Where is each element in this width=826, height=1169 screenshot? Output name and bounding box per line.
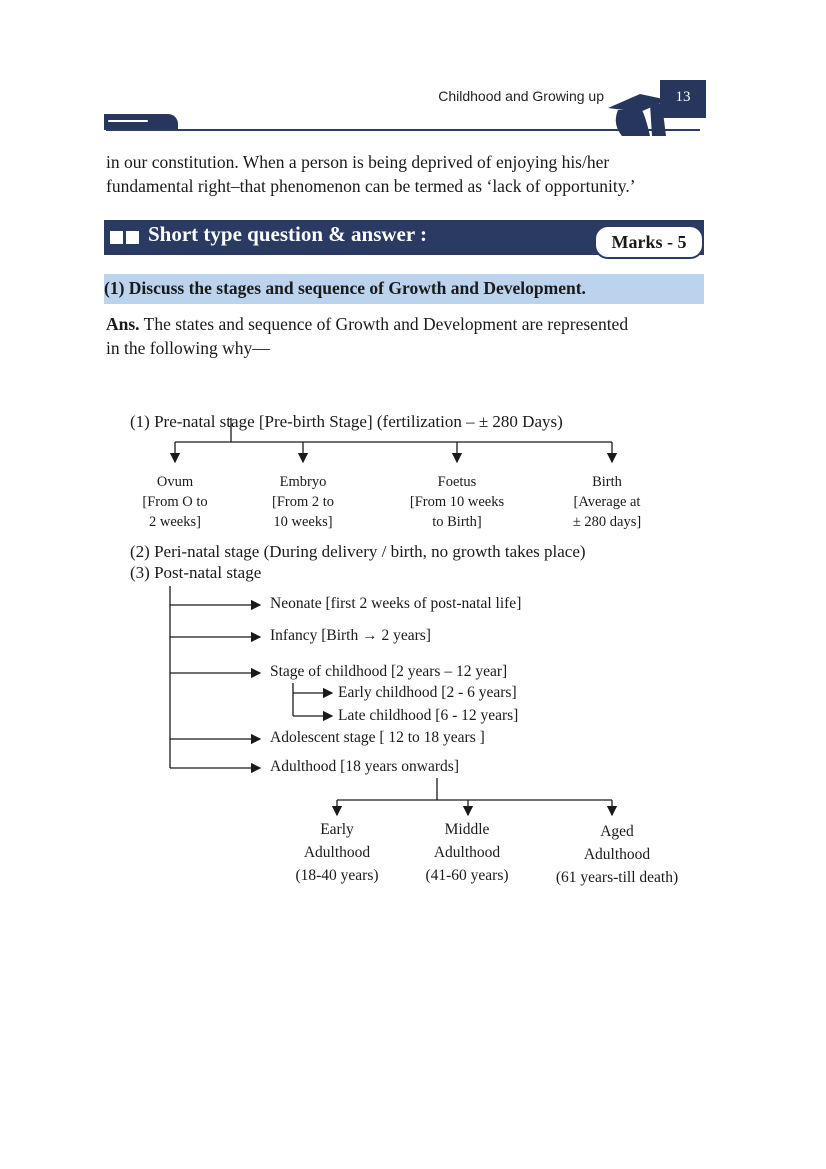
answer-line-2: in the following why— [106, 338, 270, 358]
answer-line-1: The states and sequence of Growth and Development are represented [143, 314, 629, 334]
prenatal-ovum: Ovum [From O to 2 weeks] [142, 474, 208, 530]
postnatal-stage-label: (3) Post-natal stage [130, 563, 262, 582]
postnatal-early-childhood: Early childhood [2 - 6 years] [338, 684, 517, 701]
postnatal-adolescent: Adolescent stage [ 12 to 18 years ] [270, 729, 485, 746]
marks-badge: Marks - 5 [594, 225, 704, 259]
postnatal-neonate: Neonate [first 2 weeks of post-natal life] [270, 595, 522, 612]
adulthood-early: Early Adulthood (18-40 years) [295, 821, 379, 884]
adulthood-aged: Aged Adulthood (61 years-till death) [555, 823, 679, 886]
prenatal-embryo: Embryo [From 2 to 10 weeks] [271, 474, 335, 530]
question-text: (1) Discuss the stages and sequence of Growth and Development. [104, 278, 586, 298]
section-title: Short type question & answer : [148, 222, 428, 246]
postnatal-childhood: Stage of childhood [2 years – 12 year] [270, 663, 508, 680]
perinatal-stage-label: (2) Peri-natal stage (During delivery / birth, no growth takes place) [130, 542, 586, 561]
postnatal-late-childhood: Late childhood [6 - 12 years] [338, 707, 519, 724]
prenatal-birth: Birth [Average at ± 280 days] [572, 474, 642, 530]
adulthood-middle: Middle Adulthood (41-60 years) [425, 821, 509, 884]
running-head: Childhood and Growing up [438, 88, 604, 104]
intro-line-2: fundamental right–that phenomenon can be termed as ‘lack of opportunity.’ [106, 176, 636, 196]
prenatal-foetus: Foetus [From 10 weeks to Birth] [409, 474, 505, 530]
page-number: 13 [660, 80, 706, 118]
postnatal-infancy: Infancy [Birth → 2 years] [270, 627, 431, 644]
answer-label: Ans. [106, 314, 140, 334]
prenatal-stage-label: (1) Pre-natal stage [Pre-birth Stage] (fertilization – ± 280 Days) [130, 412, 563, 431]
postnatal-adulthood: Adulthood [18 years onwards] [270, 758, 459, 775]
intro-line-1: in our constitution. When a person is being deprived of enjoying his/her [106, 152, 610, 172]
